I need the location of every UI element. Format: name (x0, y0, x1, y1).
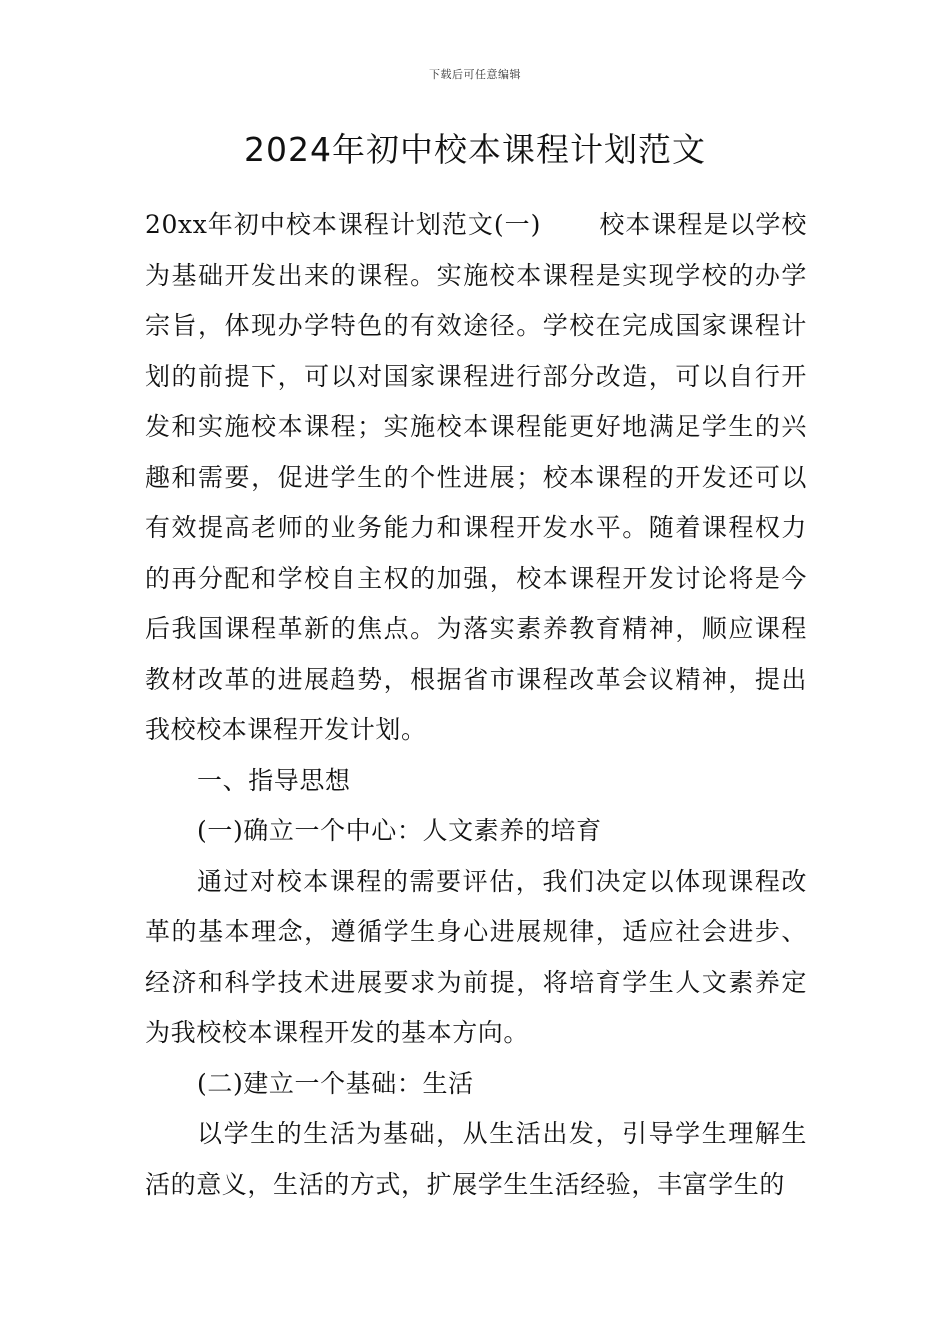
subsection-heading: (一)确立一个中心：人文素养的培育 (197, 816, 602, 845)
intro-paragraph (145, 200, 807, 756)
paragraph-text: 校本课程是以学校为基础开发出来的课程。实施校本课程是实现学校的办学宗旨，体现办学特色的有效途径。学校在完成国家课程计划的前提下，可以对国家课程进行部分改造，可以自行开发和实施校本课程；实施校本课程能更好地满足学生的兴趣和需要，促进学生的个性进展；校本课程的开发还可以有效提高老师的业务能力和课程开发水平。随着课程权力的再分配和学校自主权的加强，校本课程开发讨论将是今后我国课程革新的焦点。为落实素养教育精神，顺应课程教材改革的进展趋势，根据省市课程改革会议精神，提出我校校本课程开发计划。 (145, 210, 807, 744)
page-header-note: 下载后可任意编辑 (429, 68, 521, 81)
document-title: 2024年初中校本课程计划范文 (244, 130, 706, 169)
intro-heading: 20xx年初中校本课程计划范文(一) (145, 210, 541, 239)
document-body (145, 200, 807, 1210)
paragraph: 以学生的生活为基础，从生活出发，引导学生理解生活的意义，生活的方式，扩展学生生活经验，丰富学生的 (145, 1119, 807, 1199)
paragraph: 通过对校本课程的需要评估，我们决定以体现课程改革的基本理念，遵循学生身心进展规律，适应社会进步、经济和科学技术进展要求为前提，将培育学生人文素养定为我校校本课程开发的基本方向。 (145, 866, 807, 1047)
section-heading: 一、指导思想 (197, 765, 351, 795)
subsection-heading: (二)建立一个基础：生活 (197, 1068, 474, 1098)
